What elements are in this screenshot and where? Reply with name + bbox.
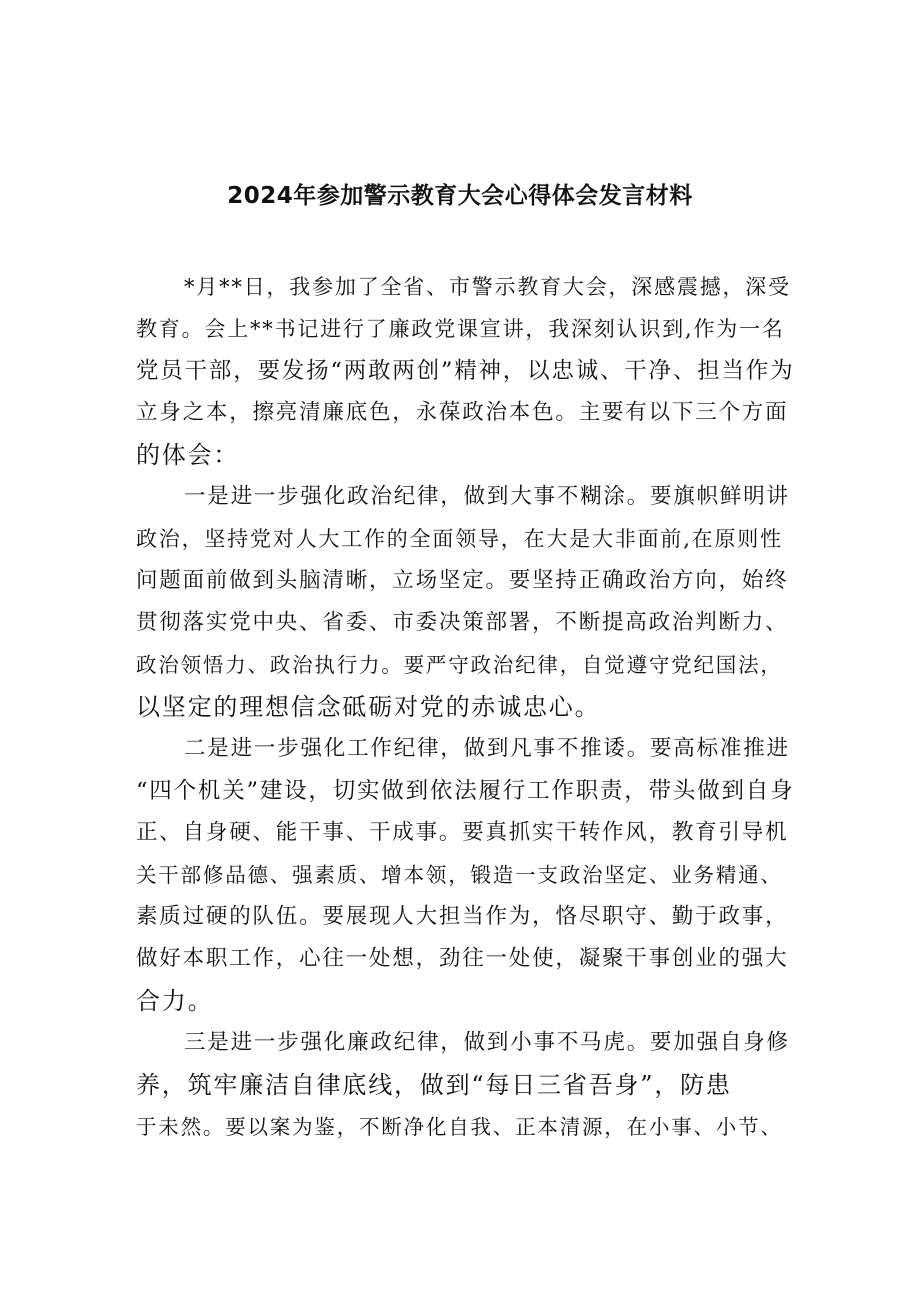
- paragraph-line: “四个机关”建设，切实做到依法履行工作职责，带头做到自身: [136, 778, 795, 804]
- paragraph-line: 贯彻落实党中央、省委、市委决策部署，不断提高政治判断力、: [136, 610, 789, 635]
- document-body: [136, 266, 796, 1148]
- paragraph-line: 做好本职工作，心往一处想，劲往一处使，凝聚干事创业的强大: [136, 946, 789, 971]
- paragraph-line: 一是进一步强化政治纪律，做到大事不糊涂。要旗帜鲜明讲: [184, 484, 790, 509]
- paragraph-line: 问题面前做到头脑清晰，立场坚定。要坚持正确政治方向，始终: [136, 568, 789, 593]
- paragraph-line: 三是进一步强化廉政纪律，做到小事不马虎。要加强自身修: [184, 1030, 790, 1055]
- paragraph-line: 关干部修品德、强素质、增本领，锻造一支政治坚定、业务精通、: [136, 863, 783, 887]
- paragraph-line: 正、自身硬、能干事、干成事。要真抓实干转作风，教育引导机: [136, 820, 789, 845]
- paragraph-line: 政治，坚持党对人大工作的全面领导，在大是大非面前,在原则性: [136, 527, 783, 551]
- paragraph-line: 养，筑牢廉洁自律底线，做到“每日三省吾身”，防患: [136, 1071, 732, 1099]
- paragraph-line: 二是进一步强化工作纪律，做到凡事不推诿。要高标准推进: [184, 736, 790, 761]
- paragraph-line: 政治领悟力、政治执行力。要严守政治纪律，自觉遵守党纪国法，: [136, 653, 783, 677]
- paragraph-line: 的体会：: [136, 441, 240, 469]
- paragraph-line: *月**日，我参加了全省、市警示教育大会，深感震撼，深受: [184, 275, 791, 299]
- paragraph-line: 于未然。要以案为鉴，不断净化自我、正本清源，在小事、小节、: [136, 1115, 783, 1139]
- paragraph-line: 党员干部，要发扬“两敢两创”精神，以忠诚、干净、担当作为: [136, 358, 795, 384]
- paragraph-line: 素质过硬的队伍。要展现人大担当作为，恪尽职守、勤于政事，: [136, 904, 789, 929]
- paragraph-line: 立身之本，擦亮清廉底色，永葆政治本色。主要有以下三个方面: [136, 400, 789, 425]
- paragraph-line: 教育。会上**书记进行了廉政党课宣讲，我深刻认识到,作为一名: [136, 317, 785, 341]
- paragraph-line: 合力。: [136, 987, 214, 1015]
- paragraph-line: 以坚定的理想信念砥砺对党的赤诚忠心。: [136, 693, 601, 721]
- document-title: 2024年参加警示教育大会心得体会发言材料: [227, 183, 693, 209]
